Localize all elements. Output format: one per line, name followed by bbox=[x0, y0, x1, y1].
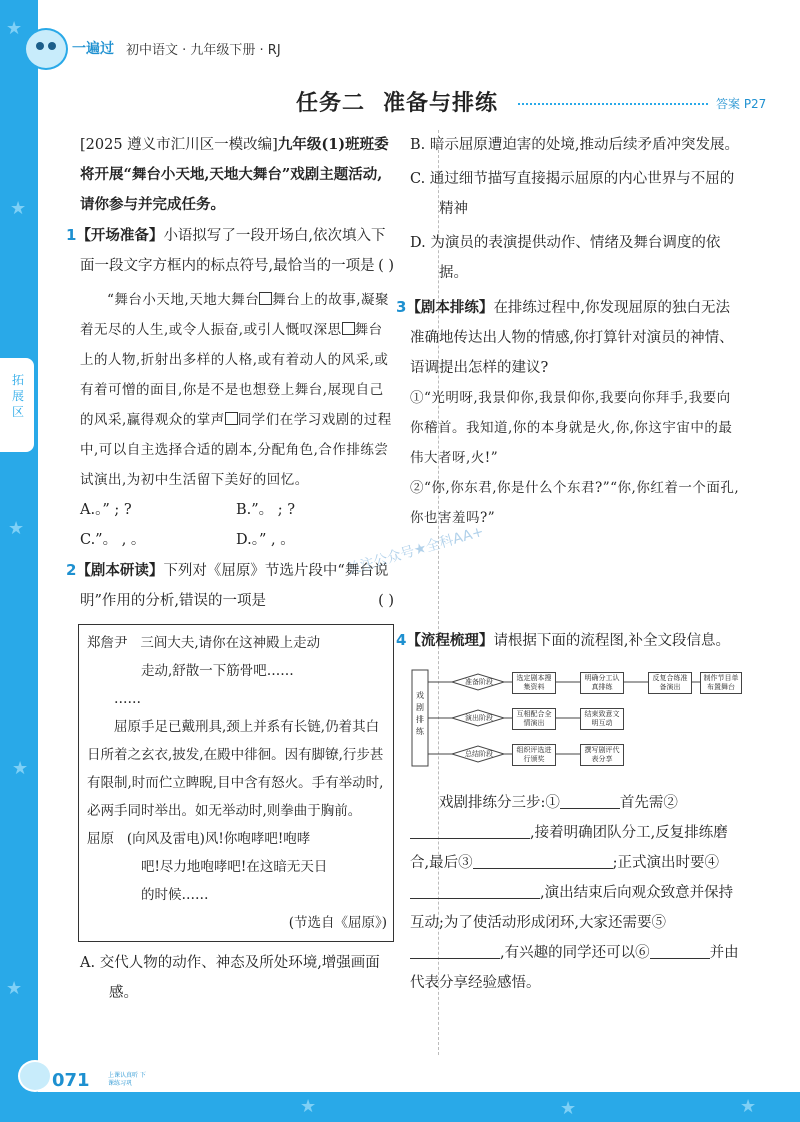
page bbox=[12, 0, 800, 1092]
mascot-icon bbox=[18, 1060, 52, 1092]
star-decoration: ★ bbox=[6, 978, 23, 999]
punctuation-box[interactable] bbox=[259, 292, 272, 305]
star-decoration: ★ bbox=[12, 758, 29, 779]
excerpt-source: (节选自《屈原》) bbox=[288, 915, 387, 931]
question-1: 1【开场准备】小语拟写了一段开场白,依次填入下面一段文字方框内的标点符号,最恰当的一项是 ( ) bbox=[80, 220, 394, 281]
side-tab-label: 拓展区 bbox=[12, 373, 25, 419]
punctuation-box[interactable] bbox=[342, 322, 355, 335]
star-decoration: ★ bbox=[560, 1098, 577, 1119]
punctuation-box[interactable] bbox=[225, 412, 238, 425]
star-decoration: ★ bbox=[10, 198, 27, 219]
flow-step: 结束致意文明互动 bbox=[580, 708, 624, 730]
flow-root: 戏剧排练 bbox=[416, 691, 424, 736]
option-c[interactable]: C.”。 , 。 bbox=[80, 532, 146, 548]
star-decoration: ★ bbox=[6, 18, 23, 39]
flow-step: 选定剧本搜集资料 bbox=[512, 672, 556, 694]
brand-logo: 一遍过 bbox=[72, 41, 114, 57]
page-number: 071 bbox=[52, 1070, 90, 1091]
q1-passage: “舞台小天地,天地大舞台 舞台上的故事,凝聚着无尽的人生,或令人振奋,或引人慨叹深思 舞台上的人物,折射出多样的人格,或有着动人的风采,或有着可憎的面目,你是不是也想登上舞台,展现自己的风采,赢得观众的掌声 同学们在学习戏剧的过程中,可以自主选择合适的剧本,分配角色,合作排练尝试演出,为初中生活留下美好的回忆。 bbox=[80, 292, 392, 488]
left-column bbox=[66, 130, 394, 1008]
page-title: 任务二 准备与排练 bbox=[296, 91, 499, 116]
answer-space[interactable] bbox=[410, 533, 740, 625]
option-b[interactable]: B.”。 ; ? bbox=[236, 502, 296, 518]
option-d[interactable]: D. 为演员的表演提供动作、情绪及舞台调度的依据。 bbox=[410, 235, 721, 281]
star-decoration: ★ bbox=[740, 1096, 757, 1117]
option-d[interactable]: D.。” , 。 bbox=[236, 532, 295, 548]
blank-6[interactable] bbox=[650, 940, 710, 959]
q4-fill-text: 戏剧排练分三步:① 首先需②,接着明确团队分工,反复排练磨合,最后③ ;正式演出时要④,演出结束后向观众致意并保持互动;为了使活动形成闭环,大家还需要⑤,有兴趣的同学还可以⑥ 并由代表分享经验感悟。 bbox=[410, 788, 740, 998]
blank-4[interactable] bbox=[410, 880, 540, 899]
option-a[interactable]: A. 交代人物的动作、神态及所处环境,增强画面感。 bbox=[80, 955, 380, 1001]
course-label: 初中语文 · 九年级下册 · RJ bbox=[126, 43, 281, 58]
option-a[interactable]: A.。” ; ? bbox=[80, 502, 132, 518]
blank-5[interactable] bbox=[410, 940, 500, 959]
flow-step: 反复合练准备演出 bbox=[648, 672, 692, 694]
page-header bbox=[38, 28, 800, 68]
flow-stage: 演出阶段 bbox=[465, 714, 493, 722]
blank-2[interactable] bbox=[410, 820, 530, 839]
question-3: 3【剧本排练】在排练过程中,你发现屈原的独白无法准确地传达出人物的情感,你打算针对演员的神情、语调提出怎样的建议? bbox=[396, 298, 734, 376]
star-decoration: ★ bbox=[300, 1096, 317, 1117]
flowchart bbox=[410, 664, 740, 774]
stage-direction: 屈原手足已戴刑具,颈上并系有长链,仍着其白日所着之玄衣,披发,在殿中徘徊。因有脚镣,行步甚有限制,时而伫立睥睨,目中含有怒火。手有举动时,必两手同时举出。如无举动时,则拳曲于胸前。 bbox=[87, 719, 384, 819]
right-column bbox=[396, 130, 740, 998]
flow-stage: 准备阶段 bbox=[465, 678, 493, 686]
flow-step: 明确分工认真排练 bbox=[580, 672, 624, 694]
flow-stage: 总结阶段 bbox=[465, 750, 493, 758]
title-leader-dots bbox=[518, 103, 708, 105]
side-tab bbox=[0, 358, 34, 452]
answer-bracket[interactable]: ( ) bbox=[378, 593, 394, 609]
speaker-name: 屈原 bbox=[87, 831, 114, 847]
script-excerpt-box: 郑詹尹 三闾大夫,请你在这神殿上走动 走动,舒散一下筋骨吧…… …… 屈原手足已戴刑具,颈上并系有长链,仍着其白日所着之玄衣,披发,在殿中徘徊。因有脚镣,行步甚有限制,时而伫立睥睨,目中含有怒火。手有举动时,必两手同时举出。如无举动时,则拳曲于胸前。 屈原 (向风及雷电)风!你咆哮吧!咆哮 吧!尽力地咆哮吧!在这暗无天日 的时候…… (节选自《屈原》) bbox=[78, 624, 394, 942]
flow-step: 撰写剧评代表分享 bbox=[580, 744, 624, 766]
flow-step: 互相配合全情演出 bbox=[512, 708, 556, 730]
q1-options bbox=[80, 495, 394, 555]
watermark: 关注公众号★全科AA+ bbox=[344, 523, 486, 579]
answer-bracket[interactable]: ( ) bbox=[378, 258, 394, 274]
option-b[interactable]: B. 暗示屈原遭迫害的处境,推动后续矛盾冲突发展。 bbox=[410, 137, 739, 153]
question-4: 4【流程梳理】请根据下面的流程图,补全文段信息。 bbox=[396, 631, 731, 649]
mascot-icon bbox=[24, 28, 68, 70]
intro: [2025 遵义市汇川区一模改编]九年级(1)班班委将开展“舞台小天地,天地大舞台”戏剧主题活动,请你参与并完成任务。 bbox=[80, 136, 389, 213]
option-c[interactable]: C. 通过细节描写直接揭示屈原的内心世界与不屈的精神 bbox=[410, 171, 735, 217]
footer-note: 上课认真听 下课练习巩 bbox=[108, 1072, 146, 1087]
q3-line-1: ①“光明呀,我景仰你,我景仰你,我要向你拜手,我要向你稽首。我知道,你的本身就是火,你,你这宇宙中的最伟大者呀,火!” bbox=[410, 390, 733, 466]
answer-reference: 答案 P27 bbox=[716, 97, 767, 111]
blank-3[interactable] bbox=[473, 850, 613, 869]
question-2: 2【剧本研读】下列对《屈原》节选片段中“舞台说明”作用的分析,错误的一项是 ( ) bbox=[80, 555, 394, 616]
speaker-name: 郑詹尹 bbox=[87, 635, 128, 651]
q3-line-2: ②“你,你东君,你是什么个东君?”“你,你红着一个面孔,你也害羞吗?” bbox=[410, 480, 740, 526]
blank-1[interactable] bbox=[560, 790, 620, 809]
flow-step: 组织评选进行颁奖 bbox=[512, 744, 556, 766]
star-decoration: ★ bbox=[8, 518, 25, 539]
flow-step: 制作节目单布置舞台 bbox=[700, 672, 742, 694]
